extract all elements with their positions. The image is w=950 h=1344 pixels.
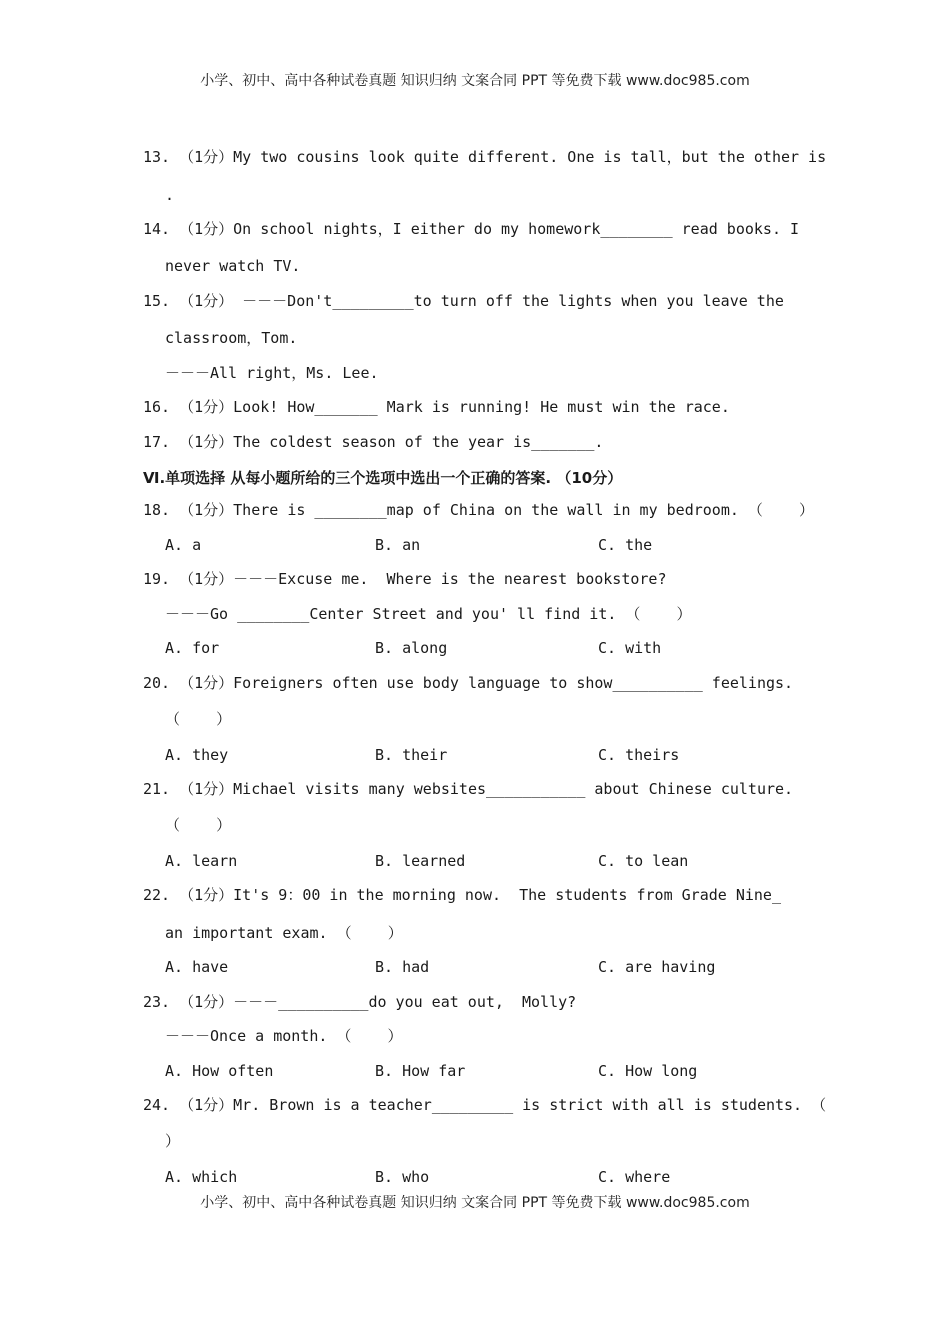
q20-option-b: B. their <box>375 746 448 764</box>
question-19-line1: 19. （1分）－－－Excuse me. Where is the nearest bookstore? <box>143 570 667 588</box>
question-13-line1: 13. （1分）My two cousins look quite different. One is tall，but the other is <box>143 148 827 166</box>
question-13-line2: . <box>165 186 175 204</box>
question-19-line2: －－－Go ________Center Street and you' ll find it. （ ） <box>165 605 692 623</box>
question-14-line1: 14. （1分）On school nights，I either do my homework________ read books. I <box>143 220 800 238</box>
q18-option-a: A. a <box>165 536 202 554</box>
q23-option-b: B. How far <box>375 1062 466 1080</box>
q24-option-b: B. who <box>375 1168 430 1186</box>
page-header: 小学、初中、高中各种试卷真题 知识归纳 文案合同 PPT 等免费下载 www.doc985.com <box>200 73 750 89</box>
q22-option-b: B. had <box>375 958 430 976</box>
question-15-line3: －－－All right，Ms. Lee. <box>165 364 379 382</box>
question-23-line1: 23. （1分）－－－__________do you eat out, Molly? <box>143 993 577 1011</box>
question-24-line2: ） <box>165 1132 181 1150</box>
q21-option-c: C. to lean <box>598 852 689 870</box>
question-15-line2: classroom，Tom. <box>165 329 298 347</box>
question-17: 17. （1分）The coldest season of the year is_______. <box>143 433 604 451</box>
q19-option-b: B. along <box>375 639 448 657</box>
question-18: 18. （1分）There is ________map of China on the wall in my bedroom. （ ） <box>143 501 815 519</box>
q20-option-a: A. they <box>165 746 229 764</box>
q21-option-b: B. learned <box>375 852 466 870</box>
q18-option-c: C. the <box>598 536 653 554</box>
question-21-line2: （ ） <box>165 816 232 834</box>
question-16: 16. （1分）Look! How_______ Mark is running! He must win the race. <box>143 398 730 416</box>
q18-option-b: B. an <box>375 536 421 554</box>
question-21-line1: 21. （1分）Michael visits many websites___________ about Chinese culture. <box>143 780 794 798</box>
q20-option-c: C. theirs <box>598 746 680 764</box>
page-footer: 小学、初中、高中各种试卷真题 知识归纳 文案合同 PPT 等免费下载 www.doc985.com <box>200 1195 750 1211</box>
question-22-line1: 22. （1分）It's 9：00 in the morning now. The students from Grade Nine_ <box>143 886 781 904</box>
q23-option-c: C. How long <box>598 1062 698 1080</box>
q23-option-a: A. How often <box>165 1062 274 1080</box>
q24-option-a: A. which <box>165 1168 238 1186</box>
q22-option-c: C. are having <box>598 958 716 976</box>
question-20-line2: （ ） <box>165 710 232 728</box>
q24-option-c: C. where <box>598 1168 671 1186</box>
q21-option-a: A. learn <box>165 852 238 870</box>
question-15-line1: 15. （1分） －－－Don't_________to turn off the lights when you leave the <box>143 292 784 310</box>
question-24-line1: 24. （1分）Mr. Brown is a teacher_________ is strict with all is students. （ <box>143 1096 827 1114</box>
question-14-line2: never watch TV. <box>165 257 301 275</box>
q22-option-a: A. have <box>165 958 229 976</box>
question-20-line1: 20. （1分）Foreigners often use body language to show__________ feelings. <box>143 674 794 692</box>
q19-option-c: C. with <box>598 639 662 657</box>
section-6-heading: Ⅵ.单项选择 从每小题所给的三个选项中选出一个正确的答案. （10分） <box>143 469 623 487</box>
question-22-line2: an important exam. （ ） <box>165 924 403 942</box>
q19-option-a: A. for <box>165 639 220 657</box>
question-23-line2: －－－Once a month. （ ） <box>165 1027 403 1045</box>
